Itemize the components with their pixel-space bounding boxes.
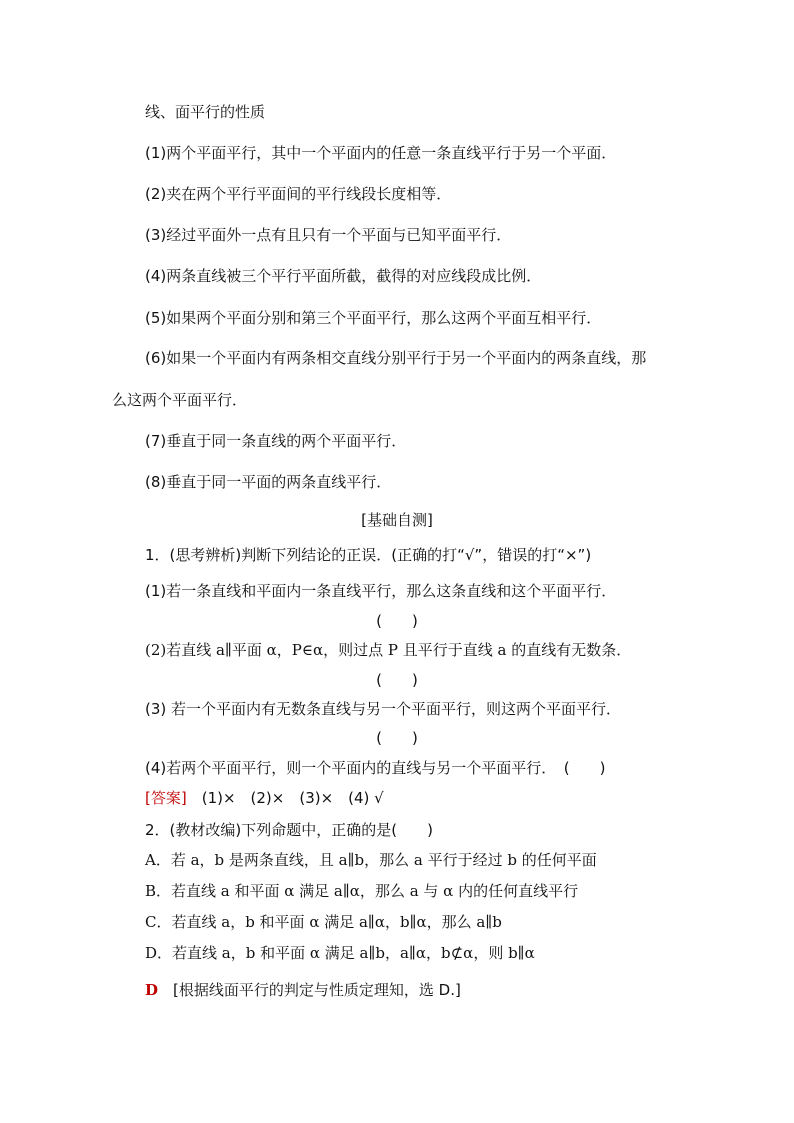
q2-option-c: C．若直线 a，b 和平面 α 满足 a∥α，b∥α，那么 a∥b: [145, 913, 502, 931]
q1-blank-3: ( ): [376, 729, 418, 747]
q2-explanation: [根据线面平行的判定与性质定理知，选 D.]: [158, 981, 461, 999]
property-4: (4)两条直线被三个平行平面所截，截得的对应线段成比例．: [145, 267, 542, 285]
q2-stem: 2．(教材改编)下列命题中，正确的是( ): [145, 821, 433, 839]
q1-blank-2: ( ): [376, 671, 418, 689]
q2-option-b: B．若直线 a 和平面 α 满足 a∥α，那么 a 与 α 内的任何直线平行: [145, 882, 579, 900]
q1-statement-2: (2)若直线 a∥平面 α，P∈α，则过点 P 且平行于直线 a 的直线有无数条．: [145, 641, 632, 659]
q2-option-a: A．若 a，b 是两条直线，且 a∥b，那么 a 平行于经过 b 的任何平面: [145, 851, 597, 869]
q1-statement-1: (1)若一条直线和平面内一条直线平行，那么这条直线和这个平面平行．: [145, 582, 617, 600]
q2-option-d: D．若直线 a，b 和平面 α 满足 a∥b，a∥α，b⊄α，则 b∥α: [145, 944, 535, 962]
property-2: (2)夹在两个平行平面间的平行线段长度相等．: [145, 185, 452, 203]
q1-answer: [145, 788, 384, 808]
q1-stem: 1．(思考辨析)判断下列结论的正误．(正确的打“√”，错误的打“×”): [145, 546, 592, 564]
property-6-line-1: (6)如果一个平面内有两条相交直线分别平行于另一个平面内的两条直线，那: [145, 349, 647, 367]
q1-blank-1: ( ): [376, 612, 418, 630]
q2-answer: [145, 980, 461, 1000]
property-3: (3)经过平面外一点有且只有一个平面与已知平面平行．: [145, 226, 512, 244]
property-1: (1)两个平面平行，其中一个平面内的任意一条直线平行于另一个平面．: [145, 144, 617, 162]
property-5: (5)如果两个平面分别和第三个平面平行，那么这两个平面互相平行．: [145, 309, 602, 327]
q1-statement-4: (4)若两个平面平行，则一个平面内的直线与另一个平面平行． ( ): [145, 759, 606, 777]
q1-statement-3: (3) 若一个平面内有无数条直线与另一个平面平行，则这两个平面平行．: [145, 700, 622, 718]
answer-label: [答案]: [145, 789, 187, 807]
property-6-line-2: 么这两个平面平行．: [112, 391, 248, 409]
section-heading: 线、面平行的性质: [145, 103, 266, 121]
answer-text: (1)× (2)× (3)× (4) √: [186, 789, 384, 807]
property-7: (7)垂直于同一条直线的两个平面平行．: [145, 432, 407, 450]
q2-answer-letter: D: [145, 981, 159, 999]
self-test-title: [基础自测]: [361, 511, 433, 529]
property-8: (8)垂直于同一平面的两条直线平行．: [145, 473, 392, 491]
